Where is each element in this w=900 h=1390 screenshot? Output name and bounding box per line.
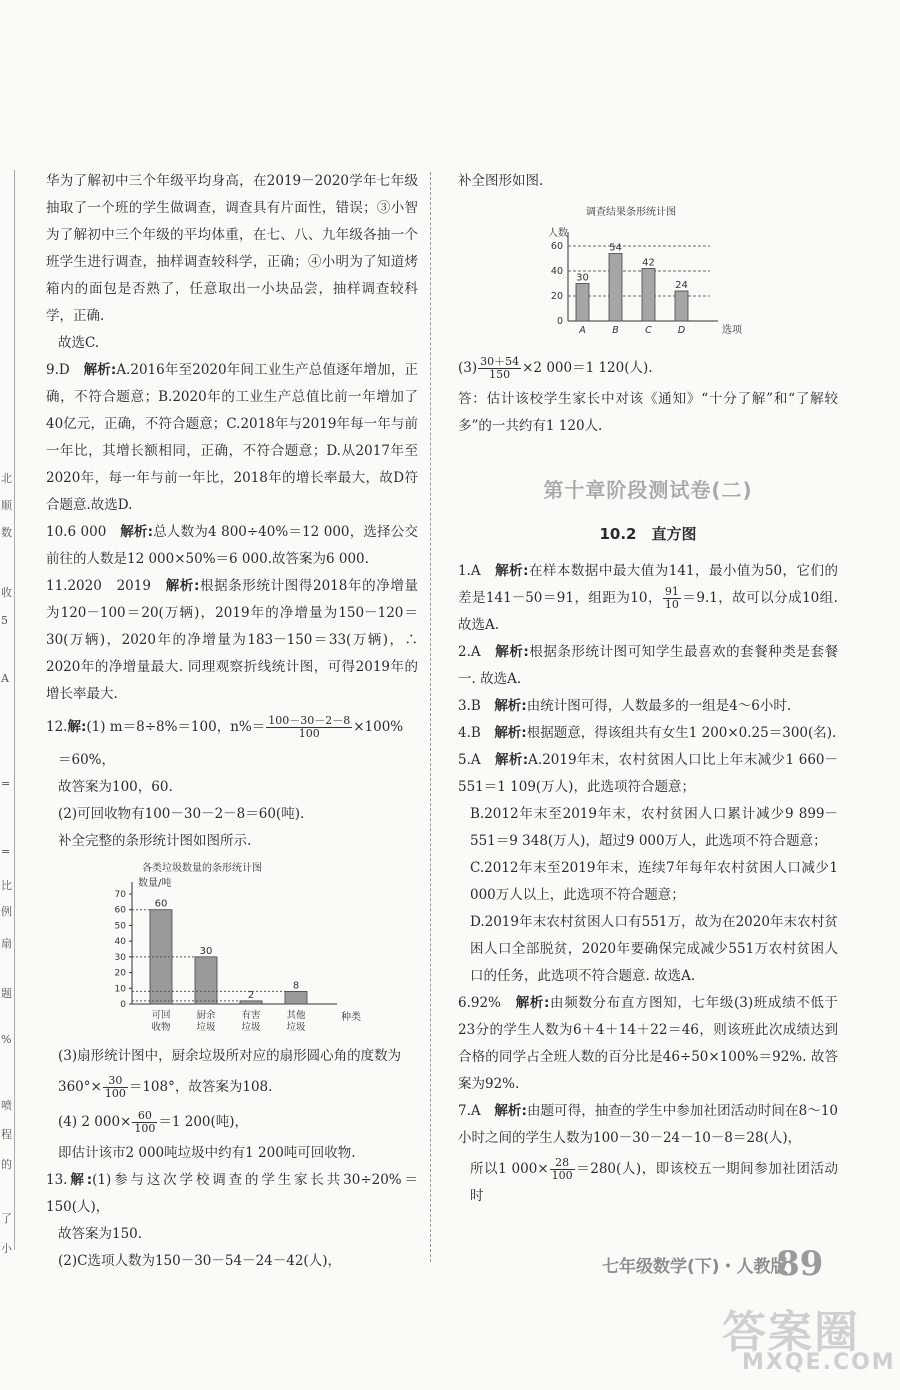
question-2: 2.A 解析:根据条形统计图可知学生最喜欢的套餐种类是套餐一. 故选A. xyxy=(458,644,839,687)
x-tick-label: 厨余 xyxy=(196,1010,216,1021)
margin-char: 比 xyxy=(1,879,12,892)
line: (3)扇形统计图中，厨余垃圾所对应的扇形圆心角的度数为 xyxy=(58,1048,402,1064)
margin-char: = xyxy=(1,777,11,790)
watermark-url: MXQE.COM xyxy=(742,1350,896,1375)
margin-char: 收 xyxy=(1,586,12,599)
bar xyxy=(240,1001,262,1004)
y-tick-label: 60 xyxy=(550,241,563,252)
x-tick-label: A xyxy=(579,325,586,336)
question-10: 10.6 000 解析:总人数为4 800÷40%＝12 000，选择公交前往的人数是12 000×50%＝6 000.故答案为6 000. xyxy=(46,524,419,567)
left-margin-strip xyxy=(0,170,15,1250)
question-11: 11.2020 2019 解析:根据条形统计图得2018年的净增量为120－100＝20(万辆)，2019年的净增量为150－120＝30(万辆)，2020年的净增量为183－150＝33(万辆)，∴ 2020年的净增量最大. 同理观察折线统计图，可得2019年的增长率最大. xyxy=(46,578,418,702)
question-4: 4.B 解析:根据题意，得该组共有女生1 200×0.25＝300(名). xyxy=(458,725,837,741)
bar xyxy=(195,957,217,1004)
x-tick-label: 有害 xyxy=(241,1010,261,1021)
footer-label: 七年级数学(下)・人教版 xyxy=(602,1257,788,1277)
paragraph: 华为了解初中三个年级平均身高，在2019－2020学年七年级抽取了一个班的学生做调查，调查具有片面性，错误；③小智为了解初中三个年级的平均体重，在七、八、九年级各抽一个班学生进行调查，抽样调查较科学，正确；④小明为了知道烤箱内的面包是否熟了，任意取出一小块品尝，抽样调查较科学，正确. xyxy=(46,173,418,324)
margin-char: 扇 xyxy=(1,937,12,950)
x-tick-label: 垃圾 xyxy=(286,1022,306,1033)
margin-char: % xyxy=(1,1033,12,1046)
margin-char: 例 xyxy=(1,905,12,918)
line: 即估计该市2 000吨垃圾中约有1 200吨可回收物. xyxy=(58,1145,356,1161)
y-tick-label: 20 xyxy=(550,291,563,302)
question-12: 12.解:(1) m＝8÷8%＝100，n%＝ $\frac{100-30-2-8}{100}$ ×100% xyxy=(46,714,404,740)
fraction: $\frac{91}{10}$ xyxy=(664,585,679,611)
line: B.2012年末至2019年末，农村贫困人口累计减少9 899－551＝9 348(万人)，超过9 000万人，此选项不符合题意； xyxy=(470,806,838,849)
question-5: 5.A 解析:A.2019年末，农村贫困人口比上年末减少1 660－551＝1 109(万人)，此选项符合题意； xyxy=(458,752,839,795)
y-tick-label: 70 xyxy=(114,890,126,900)
paragraph: 故选C. xyxy=(58,335,100,351)
y-axis-label: 数量/吨 xyxy=(138,878,172,889)
x-axis-label: 种类 xyxy=(341,1012,361,1023)
subsection-title: 10.2 直方图 xyxy=(599,525,697,543)
margin-char: 程 xyxy=(1,1128,12,1141)
garbage-bar-chart xyxy=(92,859,412,1039)
y-tick-label: 0 xyxy=(120,1000,126,1010)
line: ＝60%， xyxy=(58,752,116,768)
x-tick-label: 可回 xyxy=(151,1010,171,1021)
data-label: 42 xyxy=(642,257,655,269)
margin-char: 了 xyxy=(1,1212,12,1225)
survey-bar-chart xyxy=(528,199,768,349)
line: 补全完整的条形统计图如图所示. xyxy=(58,833,252,849)
fraction: $\frac{30}{100}$ xyxy=(104,1074,126,1100)
bar xyxy=(576,284,589,322)
bar xyxy=(675,291,688,321)
question-7: 7.A 解析:由题可得，抽查的学生中参加社团活动时间在8～10小时之间的学生人数为100－30－24－10－8＝28(人)， xyxy=(458,1103,838,1146)
question-13: 13.解:(1)参与这次学校调查的学生家长共30÷20%＝150(人)， xyxy=(46,1172,418,1215)
line: 故答案为150. xyxy=(58,1226,143,1242)
y-tick-label: 0 xyxy=(556,316,563,327)
x-tick-label: B xyxy=(612,325,619,336)
y-tick-label: 60 xyxy=(114,905,126,916)
question-3: 3.B 解析:由统计图可得，人数最多的一组是4～6小时. xyxy=(458,698,792,714)
x-tick-label: D xyxy=(677,325,686,336)
page-number: 89 xyxy=(776,1244,824,1284)
bar xyxy=(642,269,655,322)
line: (4) 2 000× $\frac{60}{100}$ ＝1 200(吨)， xyxy=(58,1109,249,1135)
question-9: 9.D 解析:A.2016年至2020年间工业生产总值逐年增加，正确，不符合题意；B.2020年的工业生产总值比前一年增加了40亿元，正确，不符合题意；C.2018年与2019年每一年与前一年比，其增长额相同，正确，不符合题意；D.从2017年至2020年，每一年与前一年比，2018年的增长率最大，故D符合题意.故选D. xyxy=(46,362,418,513)
margin-char: 数 xyxy=(1,526,12,539)
line: (2)可回收物有100－30－2－8＝60(吨). xyxy=(58,806,305,822)
fraction: $\frac{28}{100}$ xyxy=(551,1156,573,1182)
y-tick-label: 30 xyxy=(114,952,126,963)
line: 所以1 000× $\frac{28}{100}$ ＝280(人)，即该校五一期间参加社团活动时 xyxy=(470,1156,838,1204)
y-tick-label: 40 xyxy=(550,266,563,277)
margin-char: 5 xyxy=(1,614,8,627)
line: 故答案为100，60. xyxy=(58,779,173,795)
y-tick-label: 40 xyxy=(114,937,126,948)
x-tick-label: 其他 xyxy=(286,1010,306,1021)
section-title: 第十章阶段测试卷(二) xyxy=(543,478,753,502)
data-label: 30 xyxy=(199,945,213,957)
right-column xyxy=(458,168,838,1210)
chart-title: 各类垃圾数量的条形统计图 xyxy=(142,863,262,874)
margin-char: = xyxy=(1,845,11,858)
x-tick-label: 垃圾 xyxy=(241,1022,261,1033)
line: 补全图形如图. xyxy=(458,173,544,189)
answer-line: 答：估计该校学生家长中对该《通知》“十分了解”和“了解较多”的一共约有1 120人. xyxy=(458,391,838,434)
data-label: 54 xyxy=(609,242,622,254)
chart-title: 调查结果条形统计图 xyxy=(586,207,676,218)
fraction: $\frac{60}{100}$ xyxy=(134,1109,156,1135)
fraction: $\frac{30+54}{150}$ xyxy=(480,355,520,381)
left-column xyxy=(46,168,418,1275)
margin-char: A xyxy=(1,672,9,685)
x-axis-label: 选项 xyxy=(722,325,742,336)
x-tick-label: C xyxy=(645,325,652,336)
bar xyxy=(609,254,622,322)
data-label: 24 xyxy=(675,280,688,291)
line: C.2012年末至2019年末，连续7年每年农村贫困人口减少1 000万人以上，此选项不符合题意； xyxy=(470,860,838,903)
data-label: 60 xyxy=(154,898,168,910)
y-tick-label: 10 xyxy=(114,984,126,995)
question-6: 6.92% 解析:由频数分布直方图知，七年级(3)班成绩不低于23分的学生人数为6＋4＋14＋22＝46，则该班此次成绩达到合格的同学占全班人数的百分比是46÷50×100%＝92%. 故答案为92%. xyxy=(458,995,839,1092)
y-tick-label: 50 xyxy=(114,921,126,932)
line: 360°× $\frac{30}{100}$ ＝108°，故答案为108. xyxy=(58,1074,273,1100)
margin-char: 喷 xyxy=(1,1099,12,1112)
watermark-logo: 答案圈 xyxy=(722,1307,860,1358)
data-label: 2 xyxy=(247,989,255,1001)
margin-char: 顺 xyxy=(1,499,12,512)
margin-char: 小 xyxy=(1,1242,12,1255)
margin-char: 北 xyxy=(1,472,12,485)
data-label: 30 xyxy=(576,272,589,284)
line: (2)C选项人数为150－30－54－24－42(人)， xyxy=(58,1253,341,1269)
line: D.2019年末农村贫困人口有551万，故为在2020年末农村贫困人口全部脱贫，2020年要确保完成减少551万农村贫困人口的任务，此选项不符合题意. 故选A. xyxy=(470,914,838,984)
margin-char: 题 xyxy=(1,987,12,1000)
data-label: 8 xyxy=(292,980,300,992)
column-divider xyxy=(430,172,431,1262)
x-tick-label: 收物 xyxy=(151,1022,171,1033)
question-1: 1.A 解析:在样本数据中最大值为141，最小值为50，它们的差是141－50＝91，组距为10， $\frac{91}{10}$ ＝9.1，故可以分成10组. 故选A. xyxy=(458,563,838,633)
bar xyxy=(285,991,307,1004)
y-tick-label: 20 xyxy=(114,968,126,979)
x-tick-label: 垃圾 xyxy=(196,1022,216,1033)
fraction: $\frac{100-30-2-8}{100}$ xyxy=(268,714,351,740)
y-axis-label: 人数 xyxy=(548,228,568,239)
margin-char: 的 xyxy=(1,1158,12,1171)
line: (3) $\frac{30+54}{150}$ ×2 000＝1 120(人). xyxy=(458,355,653,381)
